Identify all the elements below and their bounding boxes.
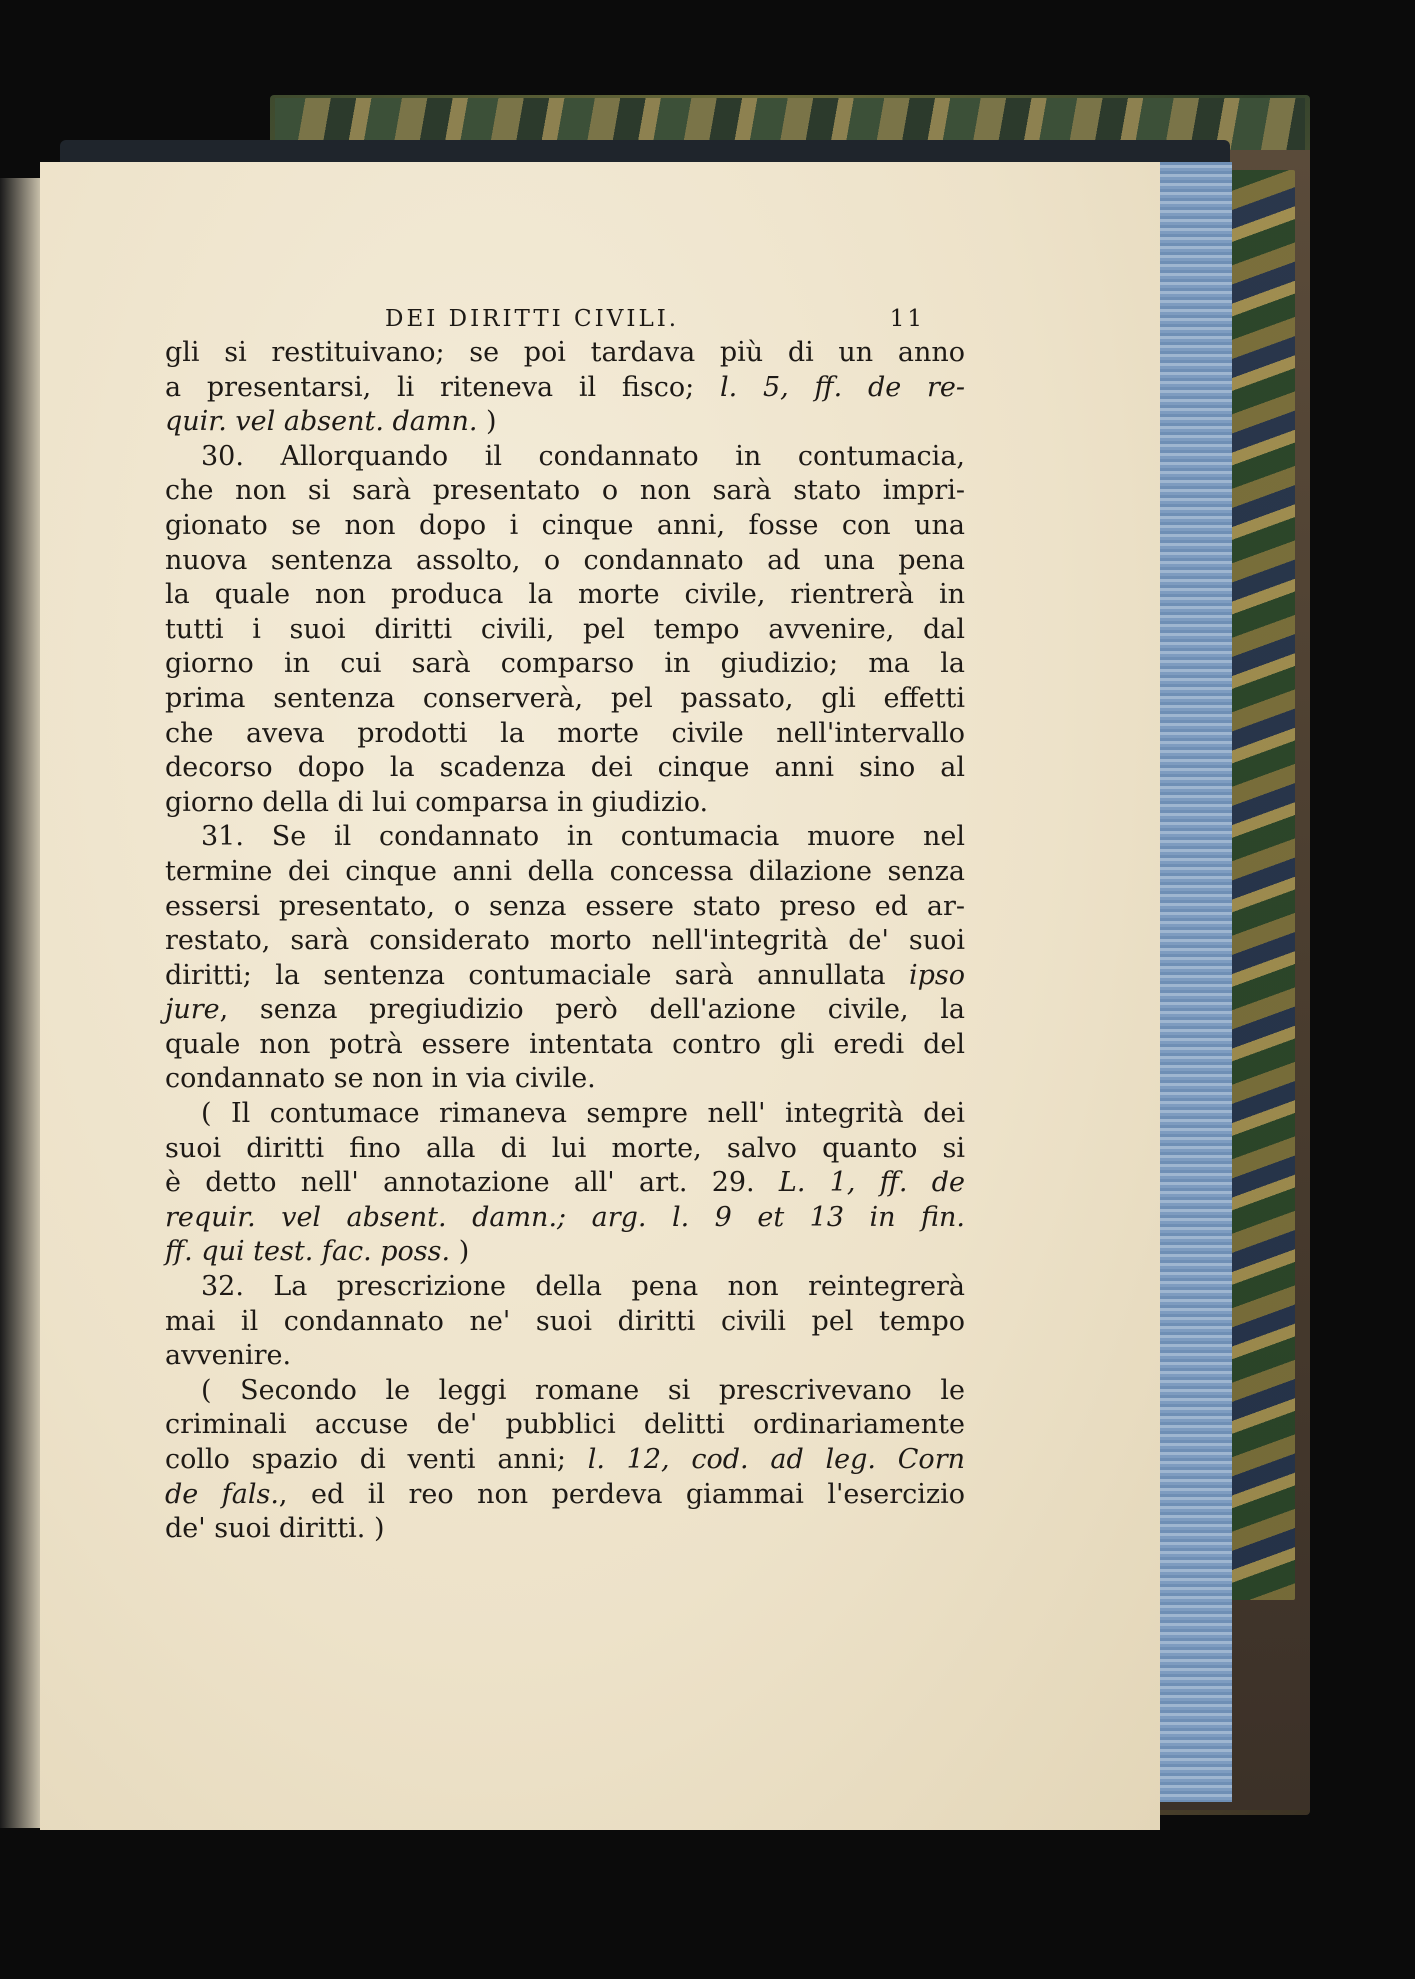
running-head-title: DEI DIRITTI CIVILI.: [385, 306, 680, 332]
text-segment: giorno della di lui comparsa in giudizio.: [165, 786, 709, 818]
text-segment: , ed il reo non perdeva giammai l'esercizio: [278, 1478, 965, 1510]
italic-segment: quir. vel absent. damn.: [165, 406, 478, 438]
text-line: [165, 647, 965, 682]
text-line: [165, 751, 965, 786]
text-line: [165, 855, 965, 890]
text-line: [165, 1408, 965, 1443]
text-line: [165, 1443, 965, 1478]
text-segment: de' suoi diritti. ): [165, 1513, 385, 1545]
text-segment: ( Il contumace rimaneva sempre nell' integrità dei: [201, 1098, 965, 1130]
text-segment: restato, sarà considerato morto nell'integrità de' suoi: [165, 925, 965, 957]
body-lines: [165, 336, 965, 1547]
text-segment: mai il condannato ne' suoi diritti civili pel tempo: [165, 1305, 965, 1337]
text-line: [165, 890, 965, 925]
italic-segment: l. 12, cod. ad leg. Corn: [587, 1444, 965, 1475]
italic-segment: l. 5, ff. de re-: [719, 371, 965, 403]
text-segment: la quale non produca la morte civile, rientrerà in: [165, 579, 965, 611]
text-segment: ): [450, 1236, 470, 1268]
text-line: [165, 1478, 965, 1513]
text-line: [165, 1235, 965, 1270]
italic-segment: de fals.: [165, 1478, 279, 1510]
text-line: [165, 717, 965, 752]
text-line: [165, 993, 965, 1028]
text-segment: criminali accuse de' pubblici delitti ordinariamente: [165, 1409, 965, 1441]
italic-segment: jure: [165, 994, 220, 1026]
text-segment: che non si sarà presentato o non sarà stato impri-: [165, 475, 965, 507]
text-segment: termine dei cinque anni della concessa dilazione senza: [165, 855, 965, 887]
text-line: [165, 959, 965, 994]
text-line: [165, 682, 965, 717]
text-segment: , senza pregiudizio però dell'azione civile, la: [219, 994, 965, 1026]
text-line: [165, 1062, 965, 1097]
text-line: [165, 440, 965, 475]
italic-segment: requir. vel absent. damn.; arg. l. 9 et 13 in fin.: [165, 1201, 965, 1233]
text-line: [165, 1028, 965, 1063]
text-line: [165, 1512, 965, 1547]
text-line: [165, 578, 965, 613]
text-line: [165, 1339, 965, 1374]
text-segment: ): [477, 406, 497, 438]
text-segment: essersi presentato, o senza essere stato preso ed ar-: [165, 890, 965, 922]
page-text-block: [165, 302, 965, 1547]
text-segment: collo spazio di venti anni;: [165, 1444, 588, 1475]
text-line: [165, 509, 965, 544]
text-line: [165, 820, 965, 855]
text-segment: giorno in cui sarà comparso in giudizio; ma la: [165, 648, 965, 680]
text-line: [165, 1097, 965, 1132]
text-segment: diritti; la sentenza contumaciale sarà annullata: [165, 959, 909, 991]
page-number: 11: [889, 306, 925, 332]
text-line: [165, 1270, 965, 1305]
text-segment: decorso dopo la scadenza dei cinque anni sino al: [165, 752, 965, 784]
text-segment: avvenire.: [165, 1340, 292, 1372]
text-line: [165, 1305, 965, 1340]
text-segment: suoi diritti fino alla di lui morte, salvo quanto si: [165, 1132, 965, 1164]
text-line: [165, 924, 965, 959]
text-segment: 32. La prescrizione della pena non reintegrerà: [201, 1271, 965, 1303]
running-head: [385, 302, 925, 336]
text-line: [165, 1132, 965, 1167]
text-line: [165, 1374, 965, 1409]
text-segment: 30. Allorquando il condannato in contumacia,: [201, 440, 965, 472]
italic-segment: ipso: [908, 959, 965, 991]
text-line: [165, 336, 965, 371]
marbled-cover-edge: [1225, 170, 1295, 1600]
gutter-shadow: [0, 178, 42, 1828]
text-line: [165, 613, 965, 648]
text-line: [165, 1166, 965, 1201]
text-segment: prima sentenza conserverà, pel passato, gli effetti: [165, 682, 965, 714]
text-segment: gli si restituivano; se poi tardava più di un anno: [165, 337, 965, 368]
text-segment: nuova sentenza assolto, o condannato ad una pena: [165, 544, 965, 576]
text-line: [165, 371, 965, 406]
italic-segment: ff. qui test. fac. poss.: [165, 1236, 451, 1268]
text-segment: ( Secondo le leggi romane si prescrivevano le: [201, 1374, 965, 1406]
text-segment: è detto nell' annotazione all' art. 29.: [165, 1167, 779, 1199]
text-segment: a presentarsi, li riteneva il fisco;: [165, 371, 720, 403]
text-line: [165, 786, 965, 821]
text-line: [165, 544, 965, 579]
text-line: [165, 405, 965, 440]
text-segment: che aveva prodotti la morte civile nell'intervallo: [165, 717, 965, 749]
text-line: [165, 474, 965, 509]
text-segment: quale non potrà essere intentata contro gli eredi del: [165, 1028, 965, 1060]
text-segment: gionato se non dopo i cinque anni, fosse con una: [165, 509, 965, 541]
text-segment: 31. Se il condannato in contumacia muore nel: [201, 821, 965, 853]
text-line: [165, 1201, 965, 1236]
text-segment: condannato se non in via civile.: [165, 1063, 596, 1095]
italic-segment: L. 1, ff. de: [778, 1167, 965, 1199]
text-segment: tutti i suoi diritti civili, pel tempo avvenire, dal: [165, 613, 965, 645]
